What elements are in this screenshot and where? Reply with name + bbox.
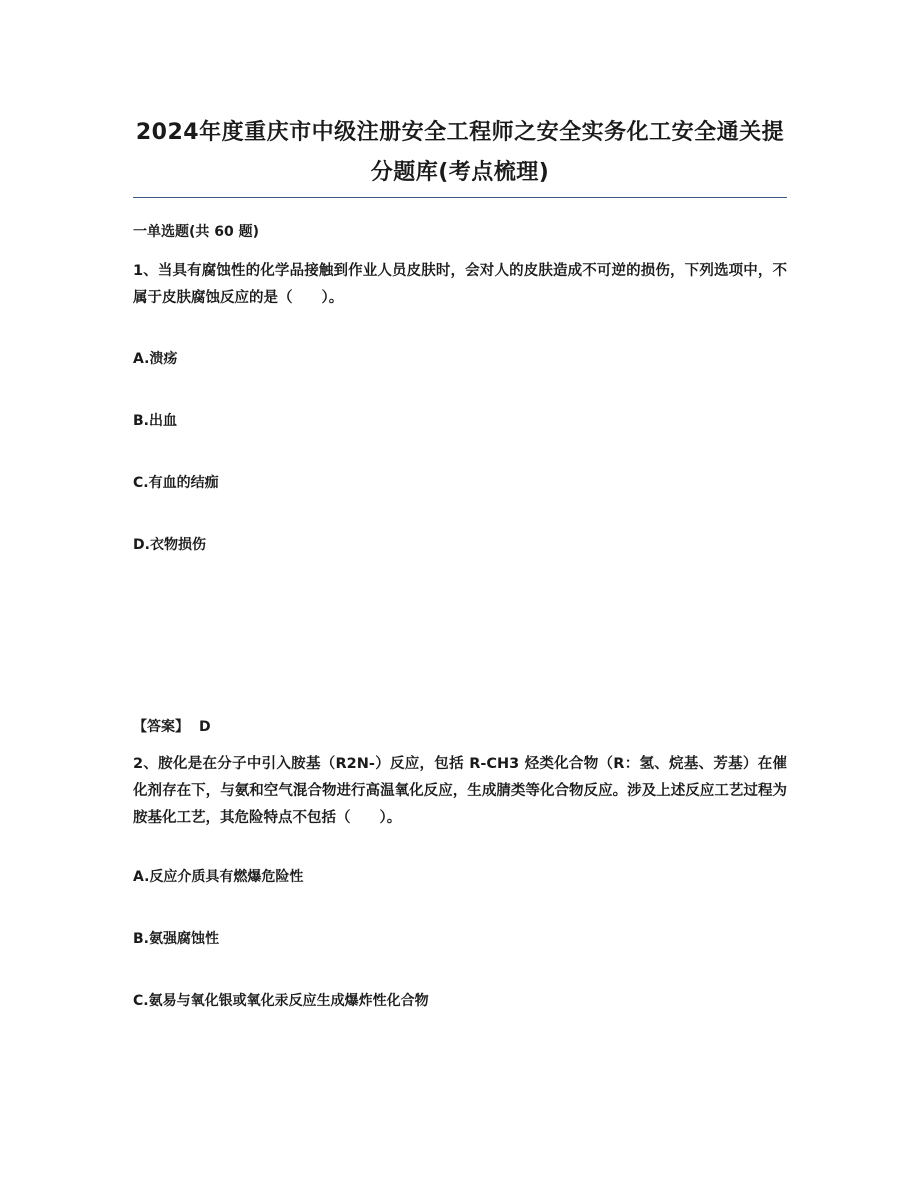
question-2-option-b: B.氨强腐蚀性	[133, 931, 219, 947]
question-1-option-d: D.衣物损伤	[133, 537, 206, 553]
document-title: 2024年度重庆市中级注册安全工程师之安全实务化工安全通关提分题库(考点梳理)	[135, 120, 785, 185]
question-2-text: 2、胺化是在分子中引入胺基（R2N-）反应，包括 R-CH3 烃类化合物（R：氢、烷基、芳基）在催化剂存在下，与氨和空气混合物进行高温氧化反应，生成腈类等化合物反应。涉及上述反应工艺过程为胺基化工艺，其危险特点不包括（ ）。	[133, 756, 787, 826]
question-1-answer	[133, 717, 211, 737]
question-1-option-c: C.有血的结痂	[133, 475, 219, 491]
answer-label: 【答案】	[133, 719, 189, 735]
question-1-option-b: B.出血	[133, 413, 177, 429]
question-1-text: 1、当具有腐蚀性的化学品接触到作业人员皮肤时，会对人的皮肤造成不可逆的损伤，下列选项中，不属于皮肤腐蚀反应的是（ ）。	[133, 263, 787, 306]
question-2-option-c: C.氨易与氧化银或氧化汞反应生成爆炸性化合物	[133, 993, 429, 1009]
title-divider	[133, 197, 787, 198]
section-heading: 一单选题(共 60 题)	[133, 224, 260, 240]
question-2-option-a: A.反应介质具有燃爆危险性	[133, 869, 304, 885]
answer-value: D	[199, 719, 211, 735]
question-1-option-a: A.溃疡	[133, 351, 178, 367]
